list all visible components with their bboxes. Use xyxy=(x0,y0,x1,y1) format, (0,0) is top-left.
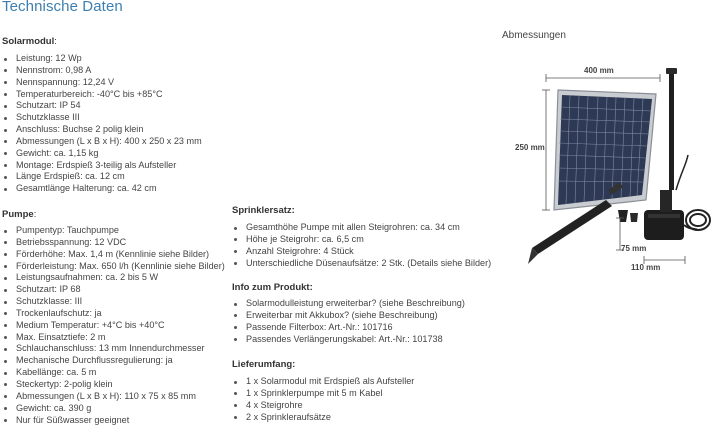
solarmodul-item: Gesamtlänge Halterung: ca. 42 cm xyxy=(2,183,202,195)
pumpe-heading: Pumpe: xyxy=(2,209,37,220)
pump-width-dimension-label: 110 mm xyxy=(631,263,661,272)
solarmodul-list xyxy=(2,53,202,195)
pumpe-item: Schutzart: IP 68 xyxy=(2,284,225,296)
pumpe-item: Gewicht: ca. 390 g xyxy=(2,403,225,415)
abmessungen-heading: Abmessungen xyxy=(502,30,566,41)
sprinklersatz-list xyxy=(232,222,491,269)
lieferumfang-list xyxy=(232,376,414,423)
pumpe-item: Kabellänge: ca. 5 m xyxy=(2,367,225,379)
pumpe-item: Nur für Süßwasser geeignet xyxy=(2,415,225,427)
pumpe-item: Steckertyp: 2-polig klein xyxy=(2,379,225,391)
pumpe-item: Medium Temperatur: +4°C bis +40°C xyxy=(2,320,225,332)
info-item: Passende Filterbox: Art.-Nr.: 101716 xyxy=(232,322,465,334)
solarmodul-item: Anschluss: Buchse 2 polig klein xyxy=(2,124,202,136)
solarmodul-item: Montage: Erdspieß 3-teilig als Aufsteller xyxy=(2,160,202,172)
solarmodul-item: Schutzklasse III xyxy=(2,112,202,124)
pumpe-item: Förderhöhe: Max. 1,4 m (Kennlinie siehe Bilder) xyxy=(2,249,225,261)
solarmodul-item: Länge Erdspieß: ca. 12 cm xyxy=(2,171,202,183)
info-item: Erweiterbar mit Akkubox? (siehe Beschreibung) xyxy=(232,310,465,322)
info-heading: Info zum Produkt: xyxy=(232,282,313,293)
height-dimension-label: 250 mm xyxy=(515,143,545,152)
solarmodul-item: Schutzart: IP 54 xyxy=(2,100,202,112)
pump-height-dimension-label: 75 mm xyxy=(621,244,647,253)
solarmodul-item: Temperaturbereich: -40°C bis +85°C xyxy=(2,89,202,101)
info-list xyxy=(232,298,465,345)
solarmodul-item: Nennstrom: 0,98 A xyxy=(2,65,202,77)
pumpe-item: Mechanische Durchflussregulierung: ja xyxy=(2,355,225,367)
lieferumfang-item: 1 x Sprinklerpumpe mit 5 m Kabel xyxy=(232,388,414,400)
pumpe-item: Abmessungen (L x B x H): 110 x 75 x 85 mm xyxy=(2,391,225,403)
pumpe-list xyxy=(2,225,225,426)
pumpe-item: Pumpentyp: Tauchpumpe xyxy=(2,225,225,237)
solarmodul-item: Abmessungen (L x B x H): 400 x 250 x 23 mm xyxy=(2,136,202,148)
sprinklersatz-heading: Sprinklersatz: xyxy=(232,205,295,216)
sprinklersatz-item: Höhe je Steigrohr: ca. 6,5 cm xyxy=(232,234,491,246)
lieferumfang-heading: Lieferumfang: xyxy=(232,359,296,370)
solarmodul-item: Leistung: 12 Wp xyxy=(2,53,202,65)
sprinklersatz-item: Unterschiedliche Düsenaufsätze: 2 Stk. (Details siehe Bilder) xyxy=(232,258,491,270)
sprinklersatz-item: Gesamthöhe Pumpe mit allen Steigrohren: ca. 34 cm xyxy=(232,222,491,234)
sprinklersatz-item: Anzahl Steigrohre: 4 Stück xyxy=(232,246,491,258)
pumpe-item: Schutzklasse: III xyxy=(2,296,225,308)
pumpe-item: Betriebsspannung: 12 VDC xyxy=(2,237,225,249)
info-item: Passendes Verlängerungskabel: Art.-Nr.: 101738 xyxy=(232,334,465,346)
pumpe-item: Leistungsaufnahmen: ca. 2 bis 5 W xyxy=(2,272,225,284)
lieferumfang-item: 2 x Sprinkleraufsätze xyxy=(232,412,414,424)
info-item: Solarmodulleistung erweiterbar? (siehe Beschreibung) xyxy=(232,298,465,310)
solarmodul-heading: Solarmodul: xyxy=(2,36,57,47)
pumpe-item: Max. Einsatztiefe: 2 m xyxy=(2,332,225,344)
pumpe-item: Schlauchanschluss: 13 mm Innendurchmesser xyxy=(2,343,225,355)
solarmodul-item: Nennspannung: 12,24 V xyxy=(2,77,202,89)
solarmodul-item: Gewicht: ca. 1,15 kg xyxy=(2,148,202,160)
pumpe-item: Trockenlaufschutz: ja xyxy=(2,308,225,320)
width-dimension-label: 400 mm xyxy=(584,66,614,75)
product-dimension-illustration xyxy=(510,60,715,285)
lieferumfang-item: 4 x Steigrohre xyxy=(232,400,414,412)
page-title: Technische Daten xyxy=(2,0,123,15)
lieferumfang-item: 1 x Solarmodul mit Erdspieß als Aufsteller xyxy=(232,376,414,388)
pumpe-item: Förderleistung: Max. 650 l/h (Kennlinie siehe Bilder) xyxy=(2,261,225,273)
